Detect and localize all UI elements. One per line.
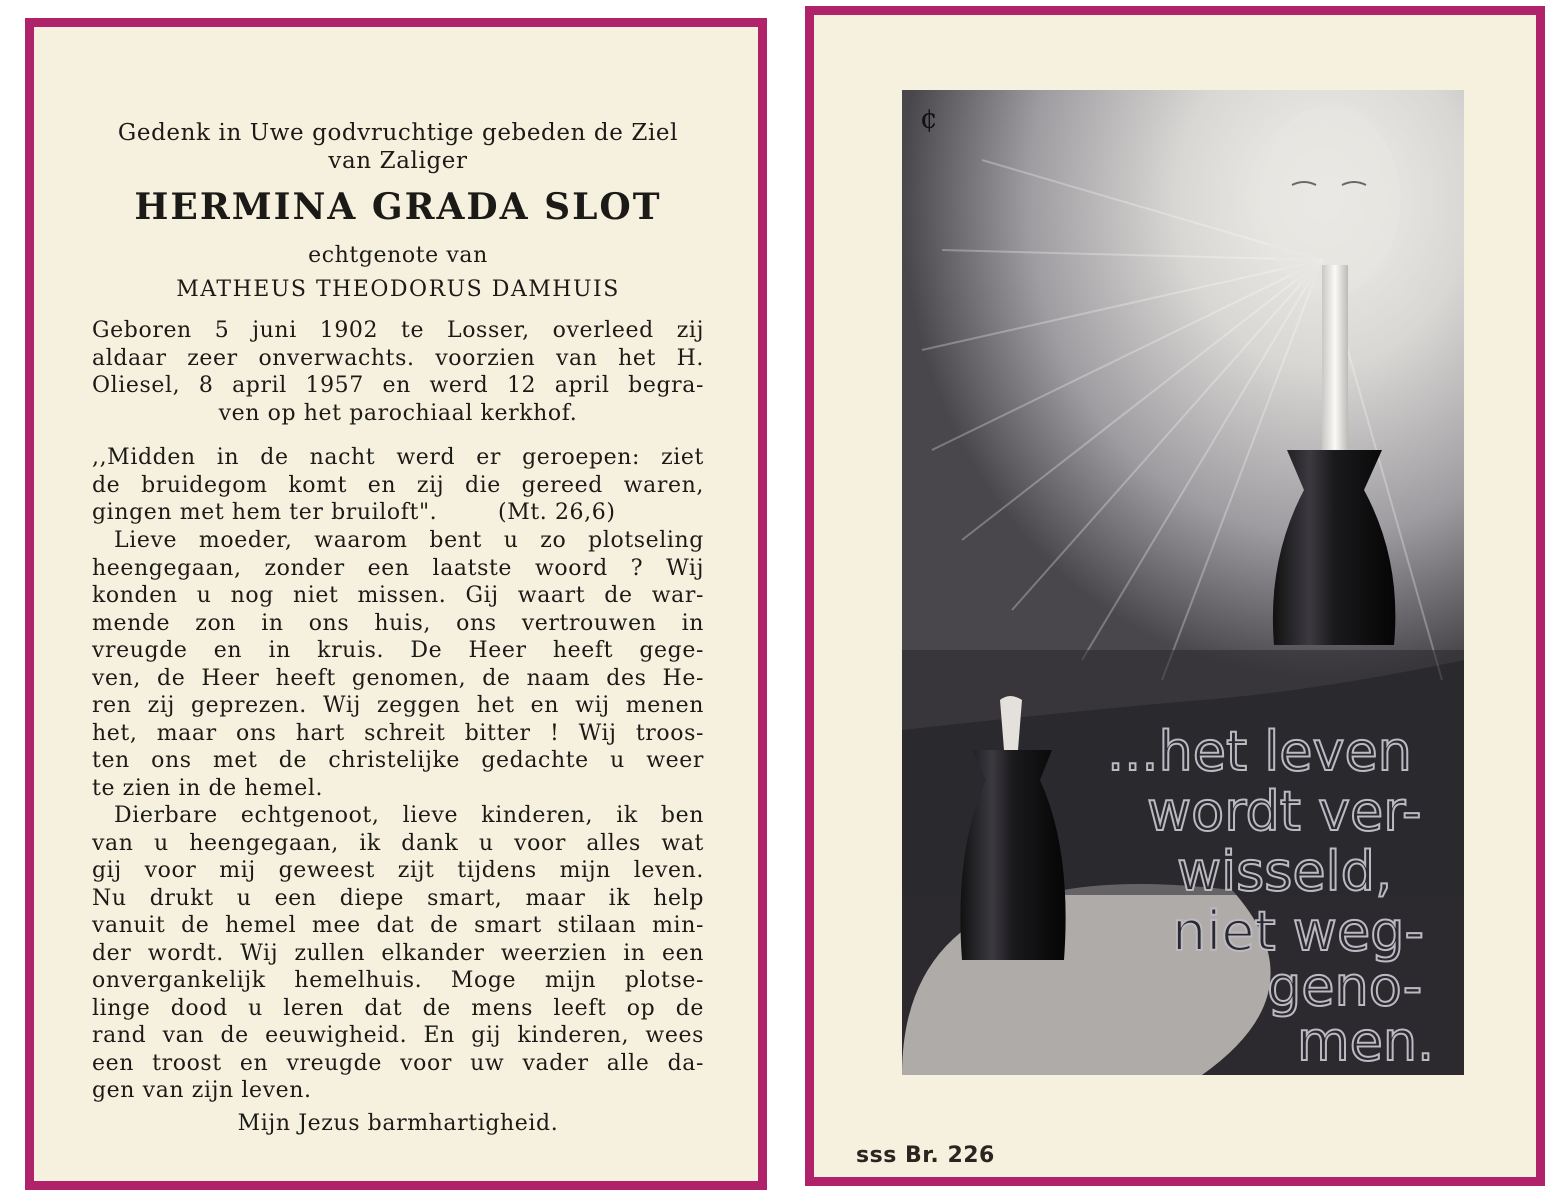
spouse-intro: echtgenote van	[308, 243, 488, 268]
image-text-line: niet weg-	[1172, 900, 1424, 963]
bio-line: ven op het parochiaal kerkhof.	[218, 400, 578, 426]
bio-line: aldaar zeer onverwachts. voorzien van het H.	[92, 345, 704, 371]
card-paper	[34, 27, 758, 1181]
para1-line: mende zon in ons huis, ons vertrouwen in	[92, 610, 704, 636]
memorial-card-image-side	[805, 6, 1545, 1186]
para1-line: ven, de Heer heeft genomen, de naam des He-	[92, 665, 704, 691]
deceased-name: HERMINA GRADA SLOT	[134, 186, 662, 228]
quote-line: gingen met hem ter bruiloft". (Mt. 26,6)	[92, 500, 616, 525]
memorial-card-text-side	[25, 18, 767, 1190]
bio-line: Oliesel, 8 april 1957 en werd 12 april begra-	[92, 373, 704, 398]
para1-line: Lieve moeder, waarom bent u zo plotseling	[114, 528, 704, 553]
para2-line: Nu drukt u een diepe smart, maar ik help	[92, 885, 704, 911]
quote-line: ,,Midden in de nacht werd er geroepen: ziet	[92, 445, 704, 470]
para2-line: gen van zijn leven.	[92, 1078, 312, 1103]
para1-line: heengegaan, zonder een laatste woord ? Wij	[92, 555, 704, 581]
scripture-quote	[92, 444, 704, 527]
image-text-line: ...het leven	[1107, 720, 1412, 783]
publisher-code: sss Br. 226	[856, 1143, 995, 1168]
para1-line: te zien in de hemel.	[92, 775, 324, 801]
para1-line: ten ons met de christelijke gedachte u weer	[92, 748, 704, 773]
para1-line: konden u nog niet missen. Gij waart de war-	[92, 583, 704, 608]
bio-line: Geboren 5 juni 1902 te Losser, overleed zij	[92, 318, 704, 343]
artist-monogram: ¢	[920, 102, 938, 135]
para2-line: vanuit de hemel mee dat de smart stilaan min-	[92, 913, 704, 938]
card-paper	[814, 15, 1536, 1177]
image-text-line: wisseld,	[1177, 840, 1393, 903]
para2-line: Dierbare echtgenoot, lieve kinderen, ik ben	[114, 803, 704, 828]
para2-line: rand van de eeuwigheid. En gij kinderen, wees	[92, 1023, 704, 1048]
para1-line: vreugde en in kruis. De Heer heeft gege-	[92, 638, 704, 663]
illustration-svg	[902, 90, 1464, 1075]
para2-line: linge dood u leren dat de mens leeft op de	[92, 995, 704, 1021]
para2-line: onvergankelijk hemelhuis. Moge mijn plotse-	[92, 968, 704, 993]
spouse-name: MATHEUS THEODORUS DAMHUIS	[176, 277, 620, 302]
para2-line: der wordt. Wij zullen elkander weerzien in een	[92, 940, 704, 966]
candle-upper	[1322, 265, 1348, 455]
para1-line: het, maar ons hart schreit bitter ! Wij troos-	[92, 720, 704, 746]
devotional-illustration	[902, 90, 1464, 1075]
quote-line: de bruidegom komt en zij die gereed waren,	[92, 472, 704, 498]
image-text-line: geno-	[1267, 955, 1423, 1018]
para2-line: van u heengegaan, ik dank u voor alles wat	[92, 830, 704, 856]
bio-paragraph	[92, 317, 704, 427]
intro-text	[92, 120, 704, 175]
para2-line: gij voor mij geweest zijt tijdens mijn leven.	[92, 858, 704, 883]
closing-prayer: Mijn Jezus barmhartigheid.	[237, 1111, 559, 1136]
image-text-line: men.	[1297, 1010, 1435, 1073]
para2-line: een troost en vreugde voor uw vader alle da-	[92, 1050, 704, 1076]
paragraph-mother	[92, 527, 704, 802]
intro-line-2: van Zaliger	[328, 147, 468, 174]
intro-line-1: Gedenk in Uwe godvruchtige gebeden de Ziel	[117, 120, 679, 146]
para1-line: ren zij geprezen. Wij zeggen het en wij menen	[92, 693, 704, 718]
paragraph-spouse-children	[92, 802, 704, 1105]
image-text-line: wordt ver-	[1147, 780, 1422, 843]
